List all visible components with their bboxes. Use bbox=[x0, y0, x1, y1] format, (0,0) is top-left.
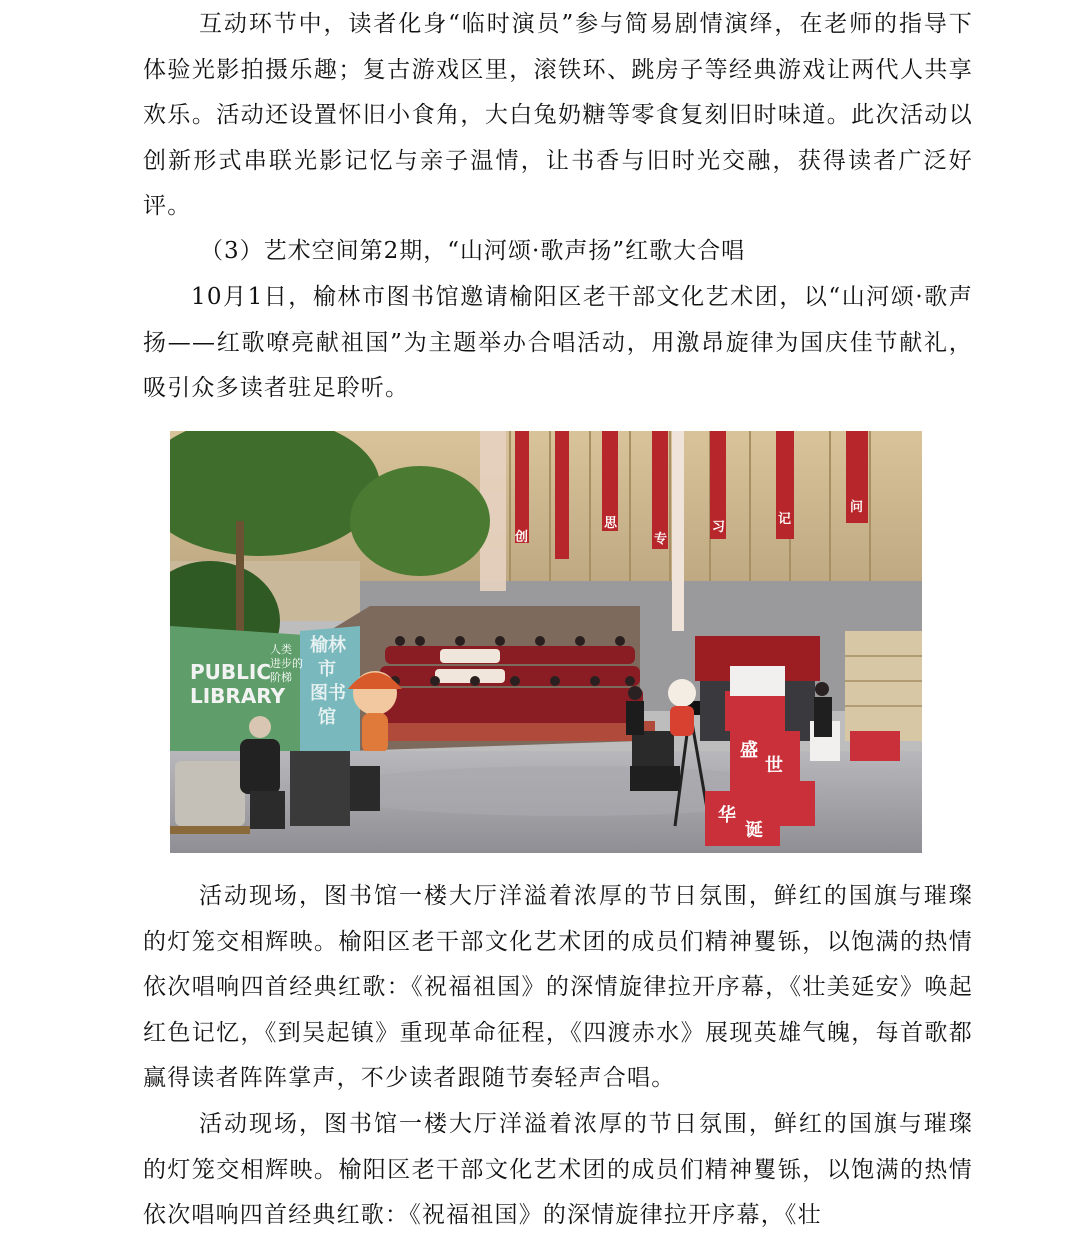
box-char: 诞 bbox=[745, 820, 763, 841]
sign-cn-char: 市 bbox=[318, 659, 336, 680]
wall-line: 人类 bbox=[270, 643, 292, 656]
box-char: 华 bbox=[718, 805, 736, 826]
wall-line: 进步的 bbox=[270, 657, 303, 670]
event-photo bbox=[170, 431, 922, 853]
sign-cn-char: 馆 bbox=[318, 707, 336, 728]
banner-char: 思 bbox=[604, 516, 618, 531]
box-char: 盛 bbox=[740, 740, 758, 761]
banner-char: 创 bbox=[515, 530, 529, 545]
paragraph-event-intro: 10月1日，榆林市图书馆邀请榆阳区老干部文化艺术团，以“山河颂·歌声扬——红歌嘹亮献祖国”为主题举办合唱活动，用激昂旋律为国庆佳节献礼，吸引众多读者驻足聆听。 bbox=[143, 284, 973, 401]
sign-public: PUBLIC bbox=[190, 660, 272, 684]
banner-char: 专 bbox=[654, 532, 668, 547]
wall-line: 阶梯 bbox=[270, 671, 292, 684]
banner-char: 记 bbox=[778, 512, 792, 527]
paragraph-event-detail-repeat: 活动现场，图书馆一楼大厅洋溢着浓厚的节日氛围，鲜红的国旗与璀璨的灯笼交相辉映。榆阳区老干部文化艺术团的成员们精神矍铄，以饱满的热情依次唱响四首经典红歌：《祝福祖国》的深情旋律拉开序幕，《壮 bbox=[143, 1111, 973, 1228]
sign-library: LIBRARY bbox=[190, 684, 286, 708]
sign-cn-char: 图书 bbox=[310, 683, 346, 704]
banner-char: 习 bbox=[712, 520, 726, 535]
paragraph-interaction: 互动环节中，读者化身“临时演员”参与简易剧情演绎，在老师的指导下体验光影拍摄乐趣；复古游戏区里，滚铁环、跳房子等经典游戏让两代人共享欢乐。活动还设置怀旧小食角，大白兔奶糖等零食复刻旧时味道。此次活动以创新形式串联光影记忆与亲子温情，让书香与旧时光交融，获得读者广泛好评。 bbox=[143, 11, 973, 219]
section-heading: （3）艺术空间第2期，“山河颂·歌声扬”红歌大合唱 bbox=[200, 238, 746, 264]
sign-cn-char: 榆林 bbox=[310, 635, 346, 656]
banner-char: 问 bbox=[850, 500, 864, 515]
paragraph-event-detail: 活动现场，图书馆一楼大厅洋溢着浓厚的节日氛围，鲜红的国旗与璀璨的灯笼交相辉映。榆阳区老干部文化艺术团的成员们精神矍铄，以饱满的热情依次唱响四首经典红歌：《祝福祖国》的深情旋律拉开序幕，《壮美延安》唤起红色记忆，《到吴起镇》重现革命征程，《四渡赤水》展现英雄气魄，每首歌都赢得读者阵阵掌声，不少读者跟随节奏轻声合唱。 bbox=[143, 883, 973, 1091]
box-char: 世 bbox=[765, 755, 783, 776]
